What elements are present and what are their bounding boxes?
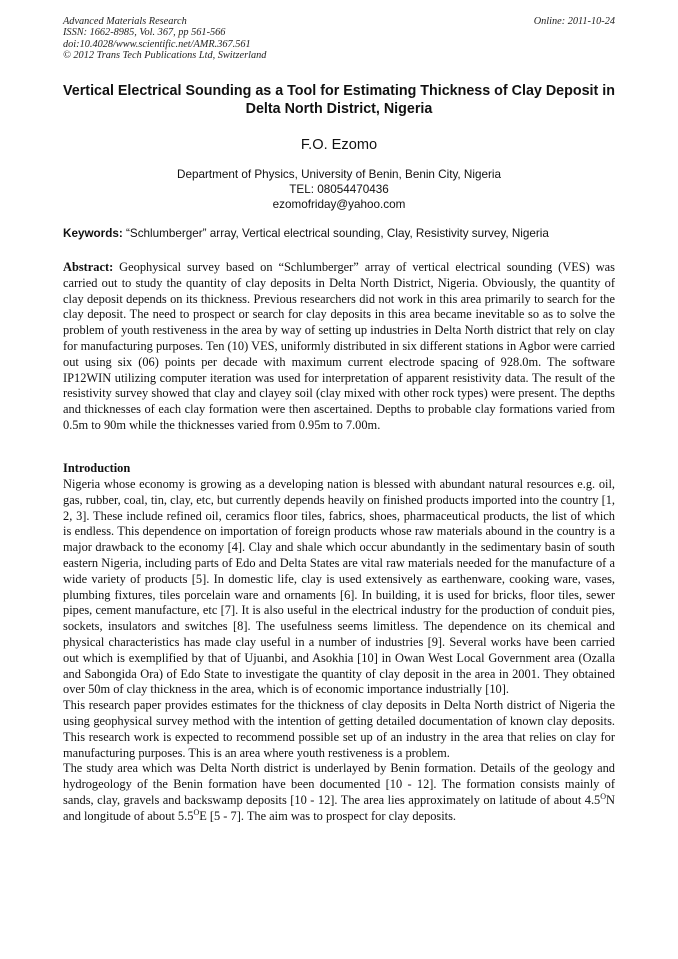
journal-copyright: © 2012 Trans Tech Publications Ltd, Switzerland [63,50,267,62]
paragraph-3-part-a: The study area which was Delta North district is underlayed by Benin formation. Details of the geology and hydrogeology of the Benin formation have been documented [10 - 12]. The formation consists mainly of sands, clay, gravels and backswamp deposits [10 - 12]. The area lies approximately on latitude of about 4.5 [63,761,615,807]
introduction-body [63,477,615,825]
abstract-label: Abstract: [63,260,114,274]
degree-superscript: O [600,791,607,801]
affiliation-tel: TEL: 08054470436 [289,183,389,196]
paper-title: Vertical Electrical Sounding as a Tool for Estimating Thickness of Clay Deposit in Delta North District, Nigeria [63,83,615,117]
author-name: F.O. Ezomo [300,137,378,153]
introduction-heading: Introduction [63,461,131,475]
paragraph-3-part-c: E [5 - 7]. The aim was to prospect for clay deposits. [199,808,457,823]
paragraph-3-part-b: N and longitude of about 5.5 [63,792,615,823]
introduction-paragraph-3 [63,761,615,824]
author-affiliation [63,167,615,212]
journal-name: Advanced Materials Research [63,16,187,27]
introduction-paragraph-2: This research paper provides estimates for the thickness of clay deposits in Delta North district of Nigeria the using geophysical survey method with the intention of getting detailed documentation of known clay deposits. This research work is expected to recommend possible set up of an industry in the area that relies on clay for manufacturing purposes. This is an area where youth restiveness is a problem. [63,698,615,760]
keywords [63,226,615,241]
affiliation-department: Department of Physics, University of Benin, Benin City, Nigeria [177,168,501,181]
abstract-text: Geophysical survey based on “Schlumberger” array of vertical electrical sounding (VES) was carried out to study the quantity of clay deposits in Delta North District, Nigeria. Obviously, the quantity of clay deposit depends on its thickness. Previous researchers did not work in this area primarily to search for the clay deposit. The need to prospect or search for clay deposits in this area became inevitable so as to solve the problem of youth restiveness in the area by way of setting up industries in Delta North district that rely on clay for manufacturing purposes. Ten (10) VES, uniformly distributed in six different stations in Agbor were carried out using six (06) points per decade with maximum current electrode spacing of 928.0m. The software IP12WIN utilizing computer iteration was used for interpretation of apparent resistivity data. The result of the resistivity survey showed that clay and clayey soil (clay mixed with other rock types) were present. The depths and thicknesses of each clay formation were then ascertained. Depths to probable clay formations varied from 0.5m to 90m while the thicknesses varied from 0.95m to 7.00m. [63,260,615,432]
abstract [63,260,615,434]
degree-superscript: O [193,807,200,817]
affiliation-email: ezomofriday@yahoo.com [272,198,406,211]
introduction-paragraph-1: Nigeria whose economy is growing as a developing nation is blessed with abundant natural resources e.g. oil, gas, rubber, coal, tin, clay, etc, but currently depends heavily on finished products imported into the country [1, 2, 3]. These include refined oil, ceramics floor tiles, fabrics, shoes, pharmaceutical products, the list of which is endless. This dependence on importation of foreign products whose raw materials abound in the country is a major drawback to the economy [4]. Clay and shale which occur abundantly in the sedimentary basin of south eastern Nigeria, including parts of Edo and Delta States are vital raw materials needed for the manufacture of a wide variety of products [5]. In domestic life, clay is used extensively as earthenware, cooking ware, vases, plumbing fixtures, tiles porcelain ware and ornaments [6]. In building, it is used for bricks, floor tiles, sewer pipes, cement manufacture, etc [7]. It is also useful in the electrical industry for the production of conduit pies, sockets, insulators and switches [8]. The usefulness seems limitless. The dependence on its chemical and physical characteristics has made clay useful in a number of industries [9]. Several works have been carried out which is exemplified by that of Ujuanbi, and Asokhia [10] in Owan West Local Government area (Ozalla and Sabongida Ora) of Edo State to investigate the quantity of clay deposit in the area in 2001. They obtained over 50m of clay thickness in the area, which is of economic importance industrially [10]. [63,477,615,697]
journal-header [63,16,615,62]
journal-doi: doi:10.4028/www.scientific.net/AMR.367.561 [63,38,251,50]
journal-issn: ISSN: 1662-8985, Vol. 367, pp 561-566 [63,27,226,39]
keywords-label: Keywords: [63,227,123,240]
online-date: Online: 2011-10-24 [533,16,615,27]
keywords-text: “Schlumberger” array, Vertical electrical sounding, Clay, Resistivity survey, Nigeria [122,227,549,240]
